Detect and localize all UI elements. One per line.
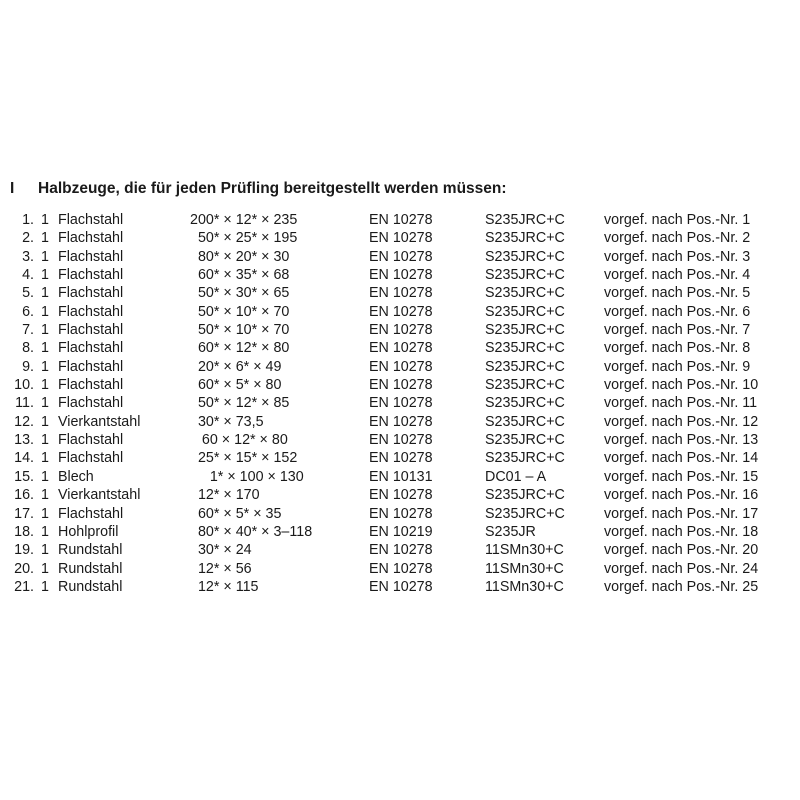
- item-name: Flachstahl: [58, 212, 124, 228]
- parts-list: [0, 211, 800, 596]
- item-material: S235JR: [485, 523, 536, 540]
- item-note: vorgef. nach Pos.-Nr. 5: [604, 285, 751, 302]
- list-item: [0, 358, 800, 376]
- item-name: Flachstahl: [58, 322, 124, 339]
- list-item: [0, 505, 800, 523]
- item-material: 11SMn30+C: [485, 578, 564, 595]
- item-note: vorgef. nach Pos.-Nr. 16: [604, 487, 759, 504]
- item-note: vorgef. nach Pos.-Nr. 1: [604, 212, 751, 228]
- item-name: Flachstahl: [58, 303, 124, 320]
- item-standard: EN 10278: [369, 248, 433, 265]
- item-standard: EN 10278: [369, 212, 433, 228]
- item-dimensions: 60* × 5* × 80: [190, 377, 282, 394]
- list-item: [0, 431, 800, 449]
- list-item: [0, 578, 800, 596]
- item-number: 6.: [22, 303, 34, 320]
- item-standard: EN 10219: [369, 523, 433, 540]
- list-item: [0, 486, 800, 504]
- item-quantity: 1: [41, 432, 49, 449]
- item-note: vorgef. nach Pos.-Nr. 13: [604, 432, 759, 449]
- item-number: 16.: [14, 487, 34, 504]
- item-standard: EN 10278: [369, 358, 433, 375]
- item-quantity: 1: [41, 395, 49, 412]
- item-note: vorgef. nach Pos.-Nr. 24: [604, 560, 759, 577]
- item-number: 8.: [22, 340, 34, 357]
- item-name: Flachstahl: [58, 358, 124, 375]
- item-note: vorgef. nach Pos.-Nr. 3: [604, 248, 751, 265]
- item-number: 5.: [22, 285, 34, 302]
- item-note: vorgef. nach Pos.-Nr. 6: [604, 303, 751, 320]
- item-material: S235JRC+C: [485, 432, 565, 449]
- item-material: S235JRC+C: [485, 358, 565, 375]
- item-number: 11.: [15, 395, 34, 412]
- item-material: S235JRC+C: [485, 230, 565, 247]
- list-item: [0, 523, 800, 541]
- item-name: Flachstahl: [58, 230, 124, 247]
- list-item: [0, 541, 800, 559]
- item-material: S235JRC+C: [485, 377, 565, 394]
- item-material: S235JRC+C: [485, 395, 565, 412]
- item-dimensions: 50* × 25* × 195: [190, 230, 298, 247]
- item-number: 21.: [14, 578, 34, 595]
- item-note: vorgef. nach Pos.-Nr. 15: [604, 468, 759, 485]
- item-dimensions: 80* × 20* × 30: [190, 248, 290, 265]
- item-material: S235JRC+C: [485, 413, 565, 430]
- item-dimensions: 20* × 6* × 49: [190, 358, 282, 375]
- item-note: vorgef. nach Pos.-Nr. 17: [604, 505, 759, 522]
- item-quantity: 1: [41, 322, 49, 339]
- item-material: S235JRC+C: [485, 340, 565, 357]
- item-standard: EN 10278: [369, 267, 433, 284]
- item-number: 10.: [14, 377, 34, 394]
- item-dimensions: 50* × 12* × 85: [190, 395, 290, 412]
- item-dimensions: 60 × 12* × 80: [190, 432, 288, 449]
- item-standard: EN 10278: [369, 487, 433, 504]
- item-material: S235JRC+C: [485, 322, 565, 339]
- item-note: vorgef. nach Pos.-Nr. 25: [604, 578, 759, 595]
- item-standard: EN 10278: [369, 395, 433, 412]
- item-material: S235JRC+C: [485, 303, 565, 320]
- item-quantity: 1: [41, 267, 49, 284]
- list-item: [0, 394, 800, 412]
- item-number: 18.: [14, 523, 34, 540]
- item-standard: EN 10278: [369, 340, 433, 357]
- item-material: S235JRC+C: [485, 267, 565, 284]
- item-material: S235JRC+C: [485, 505, 565, 522]
- item-quantity: 1: [41, 248, 49, 265]
- item-quantity: 1: [41, 212, 49, 228]
- list-item: [0, 211, 800, 229]
- list-item: [0, 468, 800, 486]
- item-dimensions: 12* × 170: [190, 487, 260, 504]
- item-name: Flachstahl: [58, 432, 124, 449]
- item-note: vorgef. nach Pos.-Nr. 18: [604, 523, 759, 540]
- item-dimensions: 50* × 30* × 65: [190, 285, 290, 302]
- item-name: Vierkantstahl: [58, 413, 141, 430]
- list-item: [0, 321, 800, 339]
- item-material: S235JRC+C: [485, 487, 565, 504]
- item-number: 13.: [14, 432, 34, 449]
- item-note: vorgef. nach Pos.-Nr. 11: [604, 395, 758, 412]
- item-note: vorgef. nach Pos.-Nr. 12: [604, 413, 759, 430]
- item-quantity: 1: [41, 578, 49, 595]
- item-note: vorgef. nach Pos.-Nr. 14: [604, 450, 759, 467]
- item-material: S235JRC+C: [485, 285, 565, 302]
- item-name: Flachstahl: [58, 505, 124, 522]
- item-dimensions: 80* × 40* × 3–118: [190, 523, 313, 540]
- item-dimensions: 50* × 10* × 70: [190, 303, 290, 320]
- section-title: Halbzeuge, die für jeden Prüfling bereitgestellt werden müssen:: [38, 180, 507, 197]
- item-quantity: 1: [41, 487, 49, 504]
- item-quantity: 1: [41, 340, 49, 357]
- item-dimensions: 60* × 5* × 35: [190, 505, 282, 522]
- item-note: vorgef. nach Pos.-Nr. 7: [604, 322, 751, 339]
- item-name: Hohlprofil: [58, 523, 119, 540]
- item-quantity: 1: [41, 542, 49, 559]
- item-dimensions: 50* × 10* × 70: [190, 322, 290, 339]
- item-dimensions: 200* × 12* × 235: [190, 212, 298, 228]
- list-item: [0, 303, 800, 321]
- item-material: S235JRC+C: [485, 248, 565, 265]
- list-item: [0, 339, 800, 357]
- item-standard: EN 10278: [369, 377, 433, 394]
- list-item: [0, 266, 800, 284]
- list-item: [0, 413, 800, 431]
- list-item: [0, 376, 800, 394]
- item-quantity: 1: [41, 285, 49, 302]
- item-number: 9.: [22, 358, 34, 375]
- item-dimensions: 60* × 12* × 80: [190, 340, 290, 357]
- item-dimensions: 1* × 100 × 130: [190, 468, 304, 485]
- item-number: 12.: [14, 413, 34, 430]
- item-name: Flachstahl: [58, 267, 124, 284]
- item-standard: EN 10278: [369, 230, 433, 247]
- item-quantity: 1: [41, 505, 49, 522]
- item-standard: EN 10278: [369, 542, 433, 559]
- item-name: Flachstahl: [58, 248, 124, 265]
- item-standard: EN 10278: [369, 432, 433, 449]
- item-material: 11SMn30+C: [485, 542, 564, 559]
- list-item: [0, 560, 800, 578]
- item-quantity: 1: [41, 230, 49, 247]
- item-note: vorgef. nach Pos.-Nr. 9: [604, 358, 751, 375]
- list-item: [0, 229, 800, 247]
- item-name: Rundstahl: [58, 542, 123, 559]
- item-number: 20.: [14, 560, 34, 577]
- item-quantity: 1: [41, 377, 49, 394]
- item-dimensions: 12* × 56: [190, 560, 252, 577]
- item-number: 7.: [22, 322, 34, 339]
- list-item: [0, 248, 800, 266]
- item-material: DC01 – A: [485, 468, 547, 485]
- item-number: 19.: [14, 542, 34, 559]
- item-name: Vierkantstahl: [58, 487, 141, 504]
- item-standard: EN 10278: [369, 322, 433, 339]
- item-material: 11SMn30+C: [485, 560, 564, 577]
- item-number: 14.: [14, 450, 34, 467]
- item-note: vorgef. nach Pos.-Nr. 8: [604, 340, 751, 357]
- item-material: S235JRC+C: [485, 450, 565, 467]
- item-name: Flachstahl: [58, 450, 124, 467]
- item-quantity: 1: [41, 303, 49, 320]
- item-number: 1.: [22, 212, 34, 228]
- item-note: vorgef. nach Pos.-Nr. 20: [604, 542, 759, 559]
- item-standard: EN 10278: [369, 450, 433, 467]
- item-standard: EN 10278: [369, 413, 433, 430]
- item-name: Flachstahl: [58, 340, 124, 357]
- item-name: Rundstahl: [58, 560, 123, 577]
- item-standard: EN 10278: [369, 285, 433, 302]
- item-quantity: 1: [41, 468, 49, 485]
- item-standard: EN 10278: [369, 303, 433, 320]
- section-number: I: [10, 180, 15, 197]
- item-quantity: 1: [41, 358, 49, 375]
- item-number: 15.: [14, 468, 34, 485]
- item-material: S235JRC+C: [485, 212, 565, 228]
- item-standard: EN 10278: [369, 560, 433, 577]
- item-standard: EN 10278: [369, 505, 433, 522]
- list-item: [0, 449, 800, 467]
- item-standard: EN 10131: [369, 468, 433, 485]
- item-number: 2.: [22, 230, 34, 247]
- item-name: Rundstahl: [58, 578, 123, 595]
- item-dimensions: 30* × 73,5: [190, 413, 264, 430]
- item-note: vorgef. nach Pos.-Nr. 10: [604, 377, 759, 394]
- item-name: Flachstahl: [58, 395, 124, 412]
- item-name: Flachstahl: [58, 377, 124, 394]
- item-note: vorgef. nach Pos.-Nr. 2: [604, 230, 751, 247]
- item-quantity: 1: [41, 450, 49, 467]
- item-dimensions: 60* × 35* × 68: [190, 267, 290, 284]
- item-dimensions: 25* × 15* × 152: [190, 450, 298, 467]
- list-item: [0, 284, 800, 302]
- item-quantity: 1: [41, 413, 49, 430]
- item-number: 17.: [14, 505, 34, 522]
- item-note: vorgef. nach Pos.-Nr. 4: [604, 267, 751, 284]
- item-quantity: 1: [41, 560, 49, 577]
- item-standard: EN 10278: [369, 578, 433, 595]
- item-dimensions: 12* × 115: [190, 578, 259, 595]
- item-quantity: 1: [41, 523, 49, 540]
- item-number: 3.: [22, 248, 34, 265]
- item-name: Flachstahl: [58, 285, 124, 302]
- item-name: Blech: [58, 468, 94, 485]
- item-number: 4.: [22, 267, 34, 284]
- item-dimensions: 30* × 24: [190, 542, 252, 559]
